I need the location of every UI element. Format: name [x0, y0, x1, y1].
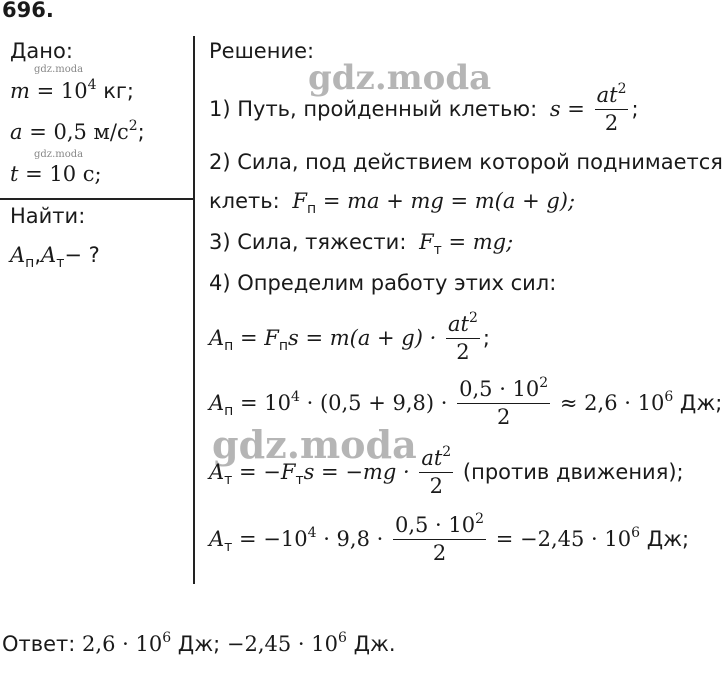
given-mass: $m = 10^4$ кг;: [10, 77, 134, 103]
step3-gravity: 3) Сила, тяжести: $F_т$ = mg;: [209, 230, 514, 258]
answer: Ответ: $2,6 \cdot 10^6$ Дж; $-2,45 \cdot 10^6$ Дж.: [2, 630, 396, 656]
given-divider-vertical: [193, 36, 195, 584]
given-heading: Дано:: [10, 39, 73, 63]
step2-line2: клеть: $F_п$ = ma + mg = m(a + g);: [209, 189, 576, 217]
find-heading: Найти:: [10, 204, 86, 228]
step2-line1: 2) Сила, под действием которой поднимается: [209, 150, 723, 174]
watermark-small-2: gdz.moda: [34, 149, 84, 160]
equation-work-gravity: $A_т = -F_тs = -mg$ · $\frac{at^2}{2}$ (против движения);: [209, 444, 684, 499]
given-time: t = 10 с;: [10, 162, 102, 186]
given-acceleration: a = 0,5 $м/с^2$;: [10, 118, 145, 144]
problem-number: 696.: [2, 0, 54, 22]
step1-path: 1) Путь, пройденный клетью: s = $\frac{at^2}{2}$ ;: [209, 81, 639, 136]
find-unknowns: $A_п,A_т-$ ?: [10, 243, 100, 271]
given-divider-horizontal: [0, 198, 194, 200]
watermark-small-1: gdz.moda: [34, 64, 84, 75]
solution-heading: Решение:: [209, 39, 315, 63]
step4-work: 4) Определим работу этих сил:: [209, 271, 557, 295]
watermark-big-1: gdz.moda: [308, 58, 492, 98]
watermark-big-2: gdz.moda: [212, 422, 417, 467]
equation-work-lift-value: $A_п = 10^4 \cdot (0,5 + 9,8)$ · $\frac{0,5 \cdot 10^2}{2}$ ≈ $2,6 \cdot 10^6$ Дж;: [209, 375, 723, 430]
equation-work-lift: $A_п = F_пs = m(a + g)$ · $\frac{at^2}{2}$ ;: [209, 310, 490, 365]
equation-work-gravity-value: $A_т = -10^4 \cdot 9,8$ · $\frac{0,5 \cdot 10^2}{2}$ = $-2,45 \cdot 10^6$ Дж;: [209, 511, 690, 566]
